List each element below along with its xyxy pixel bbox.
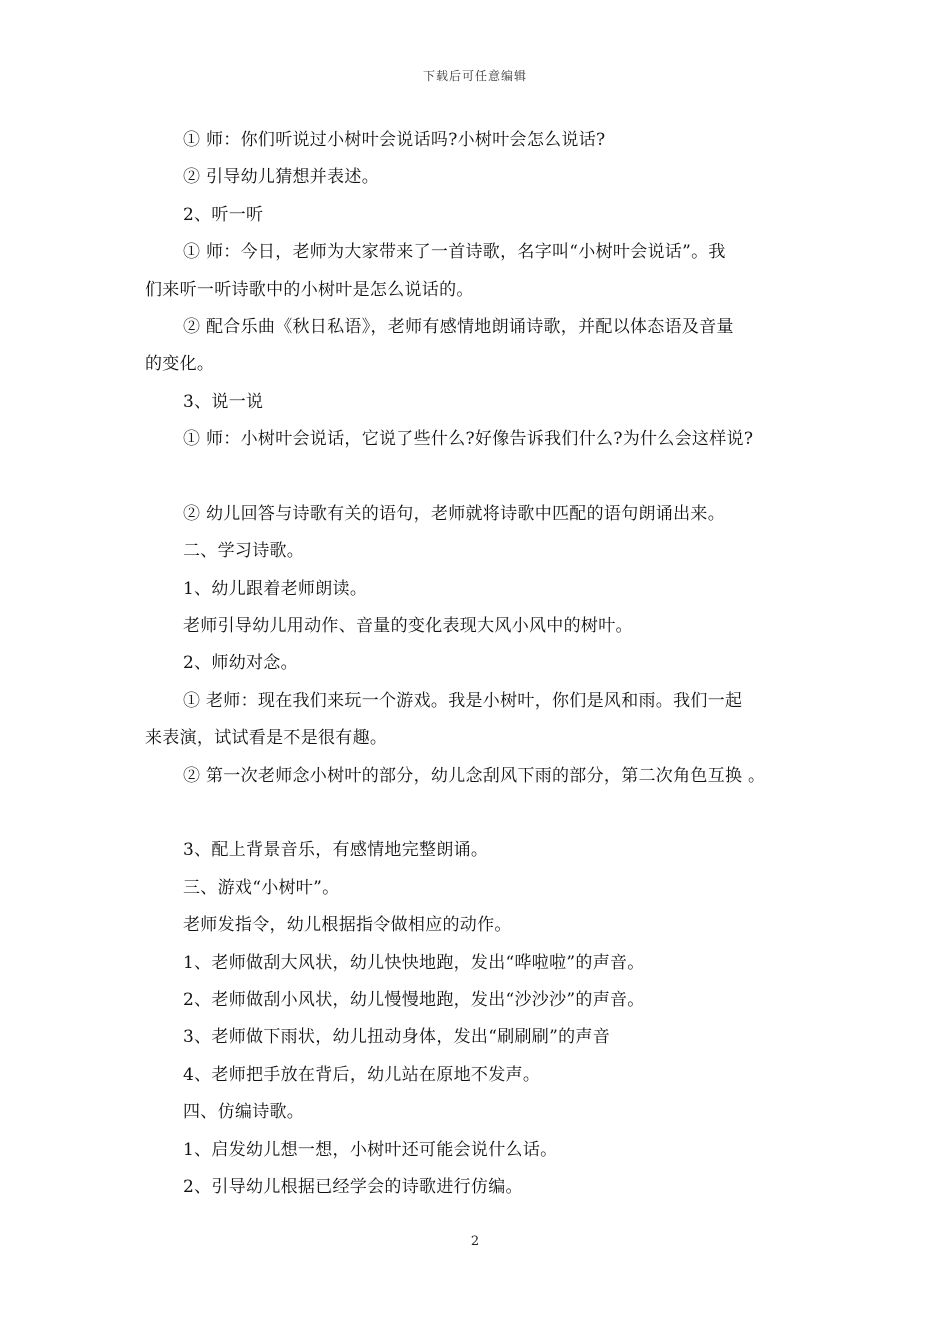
paragraph-line: 1、老师做刮大风状，幼儿快快地跑，发出“哗啦啦”的声音。 [183, 952, 645, 973]
paragraph-line: ② 引导幼儿猜想并表述。 [183, 167, 380, 188]
document-body [145, 122, 825, 1206]
paragraph-line: ② 配合乐曲《秋日私语》，老师有感情地朗诵诗歌，并配以体态语及音量 [183, 316, 734, 337]
section-heading: 3、说一说 [183, 391, 264, 412]
paragraph-line: ② 幼儿回答与诗歌有关的语句，老师就将诗歌中匹配的语句朗诵出来。 [183, 503, 726, 524]
paragraph-line: 的变化。 [145, 354, 215, 375]
paragraph-line: ① 师：小树叶会说话，它说了些什么?好像告诉我们什么?为什么会这样说? [183, 429, 754, 450]
paragraph-line: 2、引导幼儿根据已经学会的诗歌进行仿编。 [183, 1176, 523, 1197]
blank-line [145, 795, 825, 832]
section-heading: 三、游戏“小树叶”。 [183, 877, 340, 898]
paragraph-line: 老师发指令，幼儿根据指令做相应的动作。 [183, 915, 512, 936]
paragraph-line: ① 师：今日，老师为大家带来了一首诗歌，名字叫“小树叶会说话”。我 [183, 242, 726, 263]
section-heading: 2、听一听 [183, 204, 264, 225]
paragraph-line: ② 第一次老师念小树叶的部分，幼儿念刮风下雨的部分，第二次角色互换 。 [183, 765, 766, 786]
paragraph-line: 们来听一听诗歌中的小树叶是怎么说话的。 [145, 279, 474, 300]
paragraph-line: 老师引导幼儿用动作、音量的变化表现大风小风中的树叶。 [183, 616, 633, 637]
page-header: 下载后可任意编辑 [422, 69, 527, 83]
blank-line [145, 459, 825, 496]
paragraph-line: 1、幼儿跟着老师朗读。 [183, 578, 368, 599]
section-heading: 四、仿编诗歌。 [183, 1102, 305, 1123]
paragraph-line: ① 师：你们听说过小树叶会说话吗?小树叶会怎么说话? [183, 130, 606, 150]
page-number: 2 [470, 1234, 480, 1249]
paragraph-line: ① 老师：现在我们来玩一个游戏。我是小树叶，你们是风和雨。我们一起 [183, 690, 743, 711]
paragraph-line: 3、老师做下雨状，幼儿扭动身体，发出“刷刷刷”的声音 [183, 1027, 610, 1048]
paragraph-line: 1、启发幼儿想一想，小树叶还可能会说什么话。 [183, 1139, 558, 1160]
paragraph-line: 来表演，试试看是不是很有趣。 [145, 728, 388, 749]
paragraph-line: 2、老师做刮小风状，幼儿慢慢地跑，发出“沙沙沙”的声音。 [183, 989, 645, 1010]
section-heading: 二、学习诗歌。 [183, 541, 305, 562]
paragraph-line: 4、老师把手放在背后，幼儿站在原地不发声。 [183, 1064, 541, 1085]
paragraph-line: 3、配上背景音乐，有感情地完整朗诵。 [183, 840, 489, 861]
paragraph-line: 2、师幼对念。 [183, 653, 298, 674]
